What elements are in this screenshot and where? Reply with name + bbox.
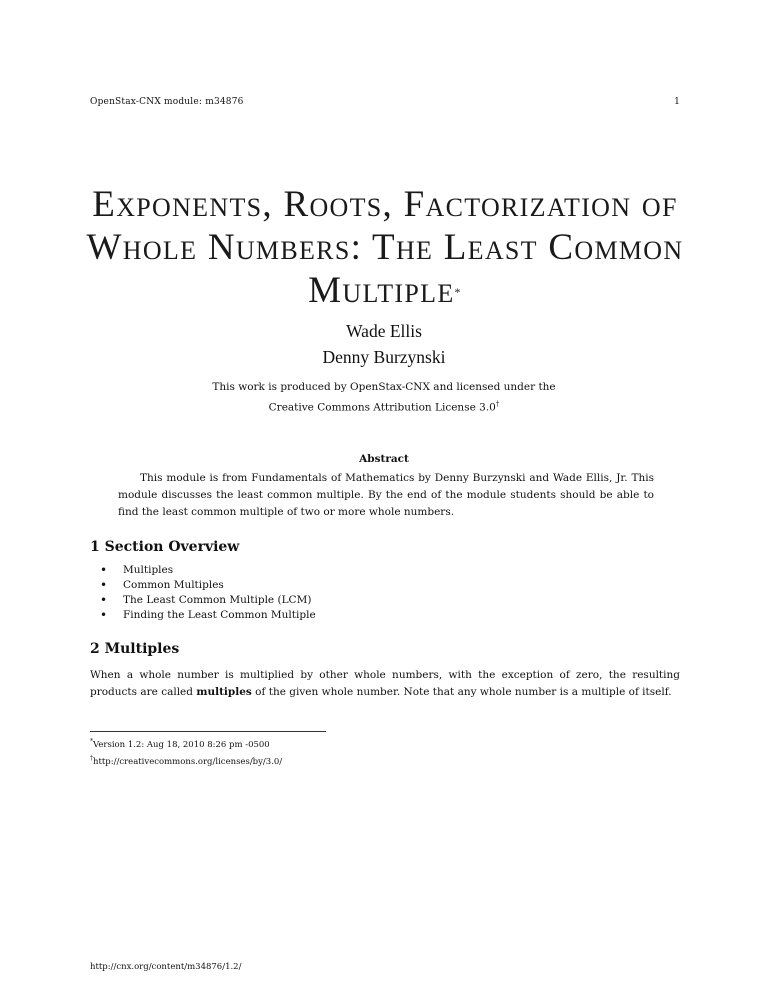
footnote-1-mark: * — [90, 738, 93, 745]
page-number: 1 — [674, 97, 680, 107]
list-item: • Multiples — [90, 563, 316, 578]
license-footnote-mark[interactable]: † — [495, 400, 500, 408]
license-line-2-text: Creative Commons Attribution License 3.0 — [268, 401, 496, 414]
title-line-2: Whole Numbers: The Least Common — [86, 227, 684, 268]
license-line-1: This work is produced by OpenStax-CNX and licensed under the — [212, 381, 556, 393]
footnote-2-link[interactable]: http://creativecommons.org/licenses/by/3.0/ — [93, 756, 283, 767]
section-overview-list — [90, 563, 316, 623]
section-heading-multiples: 2 Multiples — [90, 641, 180, 657]
footnote-2 — [90, 752, 282, 769]
running-header — [90, 97, 680, 107]
title-line-3-text: Multiple — [308, 270, 455, 311]
paragraph-text-before: When a whole number is multiplied by other whole numbers, with the exception of zero, the resulting products are called — [90, 669, 680, 698]
title-footnote-mark[interactable]: * — [454, 285, 462, 299]
abstract-heading: Abstract — [359, 453, 409, 465]
footnote-2-mark: † — [90, 754, 93, 762]
list-item: • Common Multiples — [90, 578, 316, 593]
license-notice — [0, 379, 768, 417]
author-1: Wade Ellis — [346, 321, 422, 341]
bold-term-multiples: multiples — [196, 686, 252, 698]
paragraph-text-after: of the given whole number. Note that any whole number is a multiple of itself. — [251, 686, 672, 698]
title-line-3 — [60, 269, 710, 312]
footnotes — [90, 735, 282, 769]
document-title — [60, 183, 710, 312]
footnote-1 — [90, 735, 282, 752]
footnote-divider — [90, 731, 326, 732]
license-line-2 — [0, 396, 768, 417]
module-id: OpenStax-CNX module: m34876 — [90, 97, 244, 107]
footer-url[interactable]: http://cnx.org/content/m34876/1.2/ — [90, 962, 242, 972]
list-item: • The Least Common Multiple (LCM) — [90, 593, 316, 608]
abstract-text: This module is from Fundamentals of Mathematics by Denny Burzynski and Wade Ellis, Jr. This module discusses the least common multiple. By the end of the module students should be able to find the least common multiple of two or more whole numbers. — [118, 472, 654, 518]
author-2: Denny Burzynski — [322, 347, 446, 367]
title-line-1: Exponents, Roots, Factorization of — [92, 184, 678, 225]
footnote-1-text: Version 1.2: Aug 18, 2010 8:26 pm -0500 — [93, 739, 270, 750]
list-item: • Finding the Least Common Multiple — [90, 608, 316, 623]
multiples-paragraph — [90, 667, 680, 701]
section-heading-overview: 1 Section Overview — [90, 539, 240, 555]
